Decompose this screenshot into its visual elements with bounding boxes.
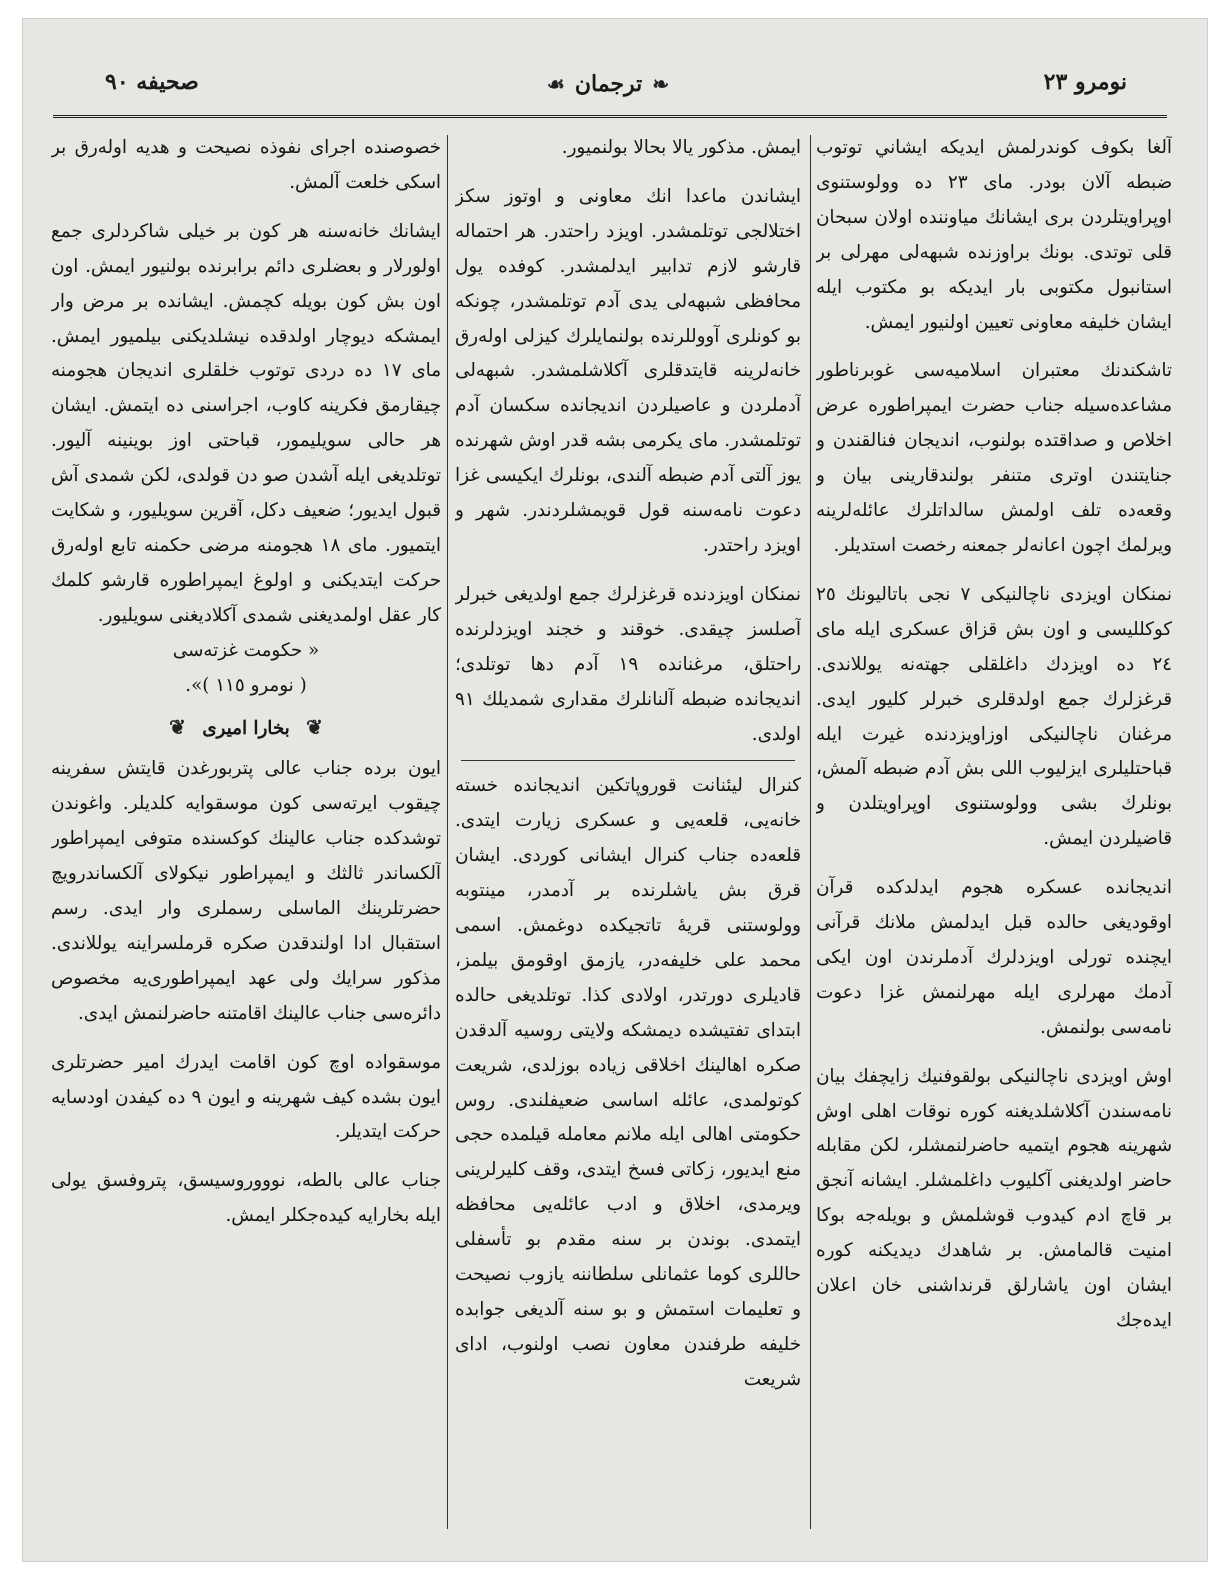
ornament-icon: ☙ (546, 72, 565, 96)
column-left (51, 131, 441, 1531)
source-issue: ( نومرو ١١٥ )». (185, 674, 307, 696)
paragraph: تاشكندنك معتبران اسلاميه‌سى غوبرناطور مشاعده‌سيله جناب حضرت ايمپراطوره عرض اخلاص و صداقتده بولنوب، انديجان فنالقندن و جنايتندن اوترى متنفر بولندقارينى بيان و وقعه‌ده تلف اولمش سالداتلرك عائله‌لرينه ويرلمك اچون اعانه‌لر جمعنه رخصت استديلر. (816, 360, 1172, 556)
paragraph: خصوصنده اجراى نفوذه نصيحت و هديه اوله‌رق بر اسكى خلعت آلمش. (51, 137, 441, 193)
column-divider (810, 135, 811, 1529)
ornament-icon: ❧ (652, 72, 670, 96)
paragraph: جناب عالى بالطه، نوووروسيسق، پتروفسق يولى ايله بخارايه كيده‌جكلر ايمش. (51, 1170, 441, 1227)
header-rule (53, 115, 1167, 118)
ornament-icon: ❦ (169, 714, 186, 739)
paragraph: ايون برده جناب عالى پتربورغدن قايتش سفرينه چيقوب ايرته‌سى كون موسقوايه كلديلر. واغوندن توشدكده جناب عالينك كوكسنده متوفى ايمپراطور آلكساندر ثالثك و ايمپراطور نيكولاى آلكساندرويچ حضرتلرينك الماسلى رسملرى وار ايدى. رسم استقبال ادا اولندقدن صكره قرملسراينه يوللاندى. مذكور سرايك ولى عهد ايمپراطورى‌يه مخصوص دائره‌سى جناب عالينك اقامتنه حاضرلنمش ايدى. (51, 758, 441, 1024)
paragraph: اوش اويزدى ناچالنيكى بولقوفنيك زايچفك بيان نامه‌سندن آكلاشلديغنه كوره نوقات اهلى اوش شهرينه هجوم ايتميه حاضرلنمشلر، لكن مقابله حاضر اولديغنى آكليوب داغلمشلر. ايشانه آنجق بر قاچ ادم كيدوب قوشلمش و بويله‌جه بوكا امنيت قالمامش. بر شاهدك ديديكنه كوره ايشان اون ياشارلق قرنداشنى خان اعلان ايده‌جك (816, 1065, 1172, 1331)
column-divider (447, 135, 448, 1529)
section-title: بخارا اميرى (202, 717, 290, 739)
section-divider (461, 760, 795, 761)
newspaper-title: ترجمان (574, 71, 643, 97)
paragraph: ايشانك خانه‌سنه هر كون بر خيلى شاكردلرى جمع اولورلار و بعضلرى دائم برابرنده بولنيور ايمش. اون اون بش كون بويله كچمش. ايشانده بر مرض وار ايمشكه ديوچار اولدقده نيشلديكنى بيلميور ايمش. ماى ١٧ ده دردى توتوب خلقلرى انديجان هجومنه چيقارمق فكرينه كاوب، اجراسنى ده ايتمش. ايشان هر حالى سويليمور، قباحتى اوز بوينينه آليور. توتلديغى ايله آشدن صو دن قولدى، لكن شمدى آش قبول ايديور؛ ضعيف دكل، آقرين سويليور، و شكايت ايتميور. ماى ١٨ هجومنه مرضى حكمنه تابع اوله‌رق حركت ايتديكنى و اولوغ ايمپراطوره قارشو كلمك كار عقل اولمديغنى شمدى آكلاديغنى سويليور. (51, 220, 441, 626)
page-number: صحيفه ٩٠ (105, 69, 199, 95)
paragraph: موسقواده اوچ كون اقامت ايدرك امير حضرتلرى ايون بشده كيف شهرينه و ايون ٩ ده كيفدن اودسايه حركت ايتديلر. (51, 1051, 441, 1143)
paragraph: انديجانده عسكره هجوم ايدلدكده قرآن اوقوديغى حالده قبل ايدلمش ملانك قرآنى ايچنده تورلى اويزدلرك آدملرندن اون ايكى آدمك مهرلرى ايله مهرلنمش غزا دعوت نامه‌سى بولنمش. (816, 877, 1172, 1038)
column-right (816, 131, 1172, 1531)
column-middle (455, 131, 801, 1531)
masthead (547, 71, 669, 97)
paragraph: نمنكان اويزدنده قرغزلرك جمع اولديغى خبرلر آصلسز چيقدى. خوقند و خجند اويزدلرنده راحتلق، مرغنانده ١٩ آدم دها توتلدى؛ انديجانده ضبطه آلنانلرك مقدارى شمديلك ٩١ اولدى. (455, 583, 801, 745)
newspaper-page (22, 18, 1208, 1562)
paragraph: كنرال ليئنانت قوروپاتكين انديجانده خسته خانه‌يى، قلعه‌يى و عسكرى زيارت ايتدى. قلعه‌ده جناب كنرال ايشانى كوردى. ايشان قرق بش ياشلرنده بر آدمدر، مينتوبه وولوستنى قريه‌ٔ تاتجيكده دوغمش. اسمى محمد على خليفه‌در، يازمق اوقومق بيلمز، قاديلرى دورتدر، اولادى كذا. توتلديغى حالده ابتداى تفتيشده ديمشكه ولايتى روسيه آلدقدن صكره اهالينك اخلاقى زياده بوزلدى، شريعت كوتولمدى، عائله اساسى ضعيفلندى. روس حكومتى اهالى ايله ملانم معامله قيلمده حجى منع ايديور، زكاتى فسخ ايتدى، وقف كليرلرينى ويرمدى، اخلاق و ادب عائله‌يى محافظه ايتمدى. بوندن بر سنه مقدم بو تأسفلى حاللرى كوما عثمانلى سلطاننه يازوب نصيحت و تعليمات استمش و بو سنه آلديغى جوابده خليفه طرفندن معاون نصب اولنوب، اداى شريعت (455, 775, 801, 1390)
paragraph: آلغا بكوف كوندرلمش ايديكه ايشاني توتوب ضبطه آلان بودر. ماى ٢٣ ده وولوستنوى اوپراويتلردن برى ايشانك مياوننده اولان سبحان قلى توتدى. بونك براوزنده شبهه‌لى مهرلى بر استانبول مكتوبى بار ايديكه بو مكتوب ايله ايشان خليفه معاونى تعيين اولنيور ايمش. (816, 137, 1172, 333)
paragraph: ايمش. مذكور يالا بحالا بولنميور. (561, 137, 801, 158)
paragraph: نمنكان اويزدى ناچالنيكى ٧ نجى باتاليونك ٢٥ كوكلليسى و اون بش قزاق عسكرى ايله ماى ٢٤ ده اويزدك داغلقلى جهته‌نه يوللاندى. قرغزلرك جمع اولدقلرى خبرلر كليور ايدى. مرغنان ناچالنيكى اوزاويزدنده غيرت ايله قباحتليلرى ايزليوب اللى بش آدم ضبطه آلمش، بونلرك بشى وولوستنوى اوپراويتلدن و قاضيلردن ايمش. (816, 583, 1172, 850)
ornament-icon: ❦ (306, 714, 323, 739)
page-header (53, 69, 1163, 109)
source-citation: « حكومت غزته‌سى (172, 639, 320, 661)
paragraph: ايشاندن ماعدا انك معاونى و اوتوز سكز اختلالجى توتلمشدر. اويزد راحتدر. هر احتماله قارشو لازم تدابير ايدلمشدر. كوفده يول محافظى شبهه‌لى يدى آدم توتلمشدر، چونكه بو كونلرى آووللرنده بولنمايلرك كيزلى اوله‌رق خانه‌لرينه قايتدقلرى آكلاشلمشدر. شبهه‌لى آدملردن و عاصيلردن انديجانده سكسان آدم توتلمشدر. ماى يكرمى بشه قدر اوش شهرنده يوز آلتى آدم ضبطه آلندى، بونلرك ايكيسى غزا دعوت نامه‌سنه قول قويمشلردندر. شهر و اويزد راحتدر. (455, 185, 801, 556)
section-heading (51, 710, 441, 747)
issue-number: نومرو ٢٣ (1043, 69, 1127, 95)
